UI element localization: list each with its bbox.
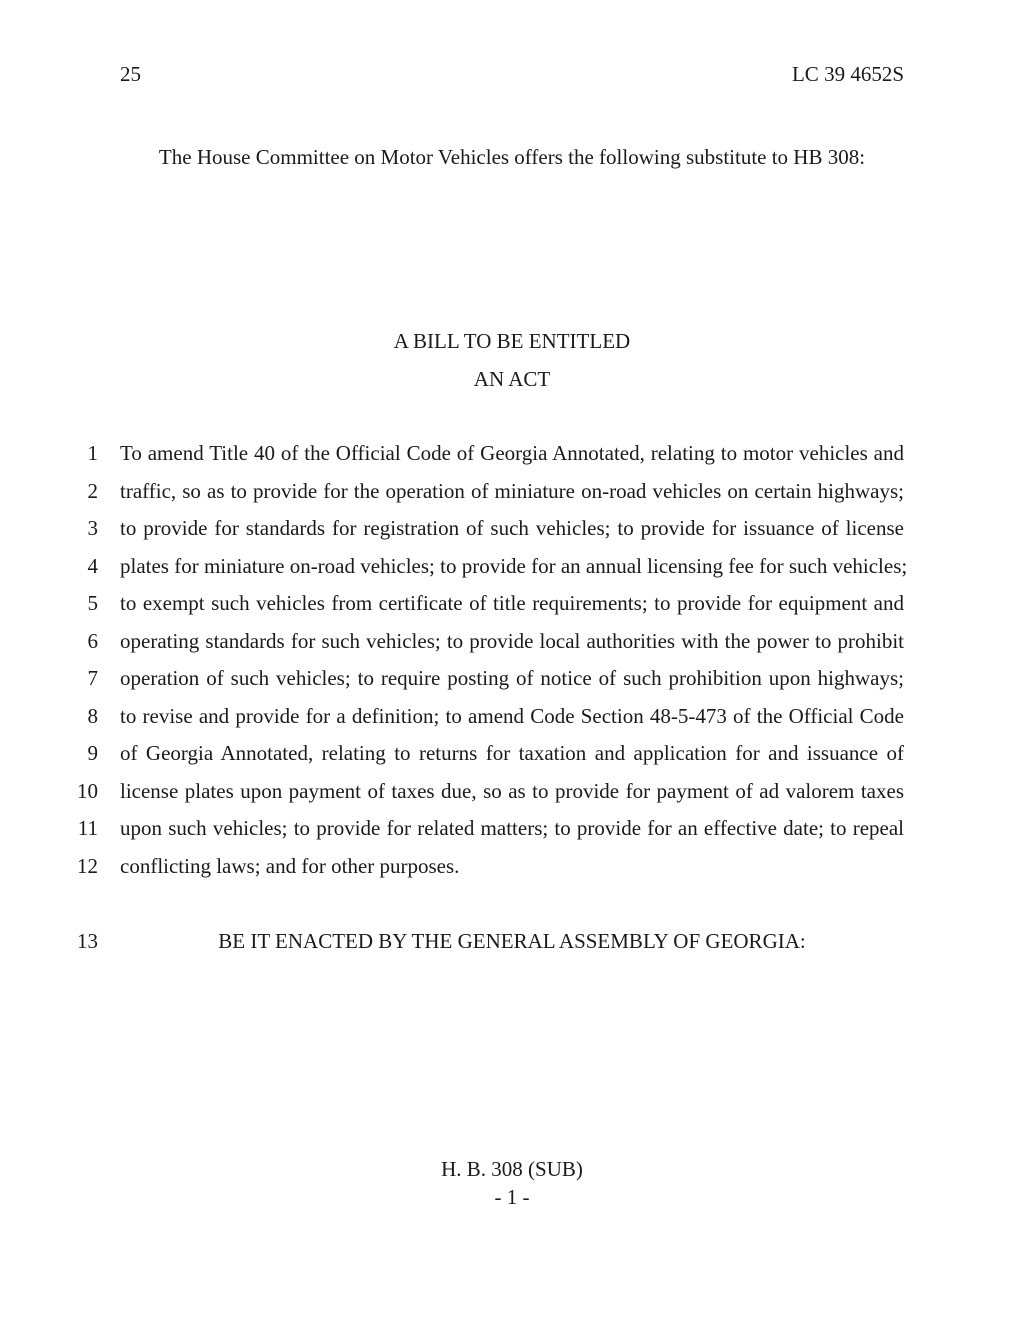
lc-code: LC 39 4652S [791,62,904,86]
line-text: of Georgia Annotated, relating to returns for taxation and application for and issuance of [120,741,904,765]
document-number: 25 [120,62,141,86]
line-number: 3 [87,516,98,540]
line-text: upon such vehicles; to provide for related matters; to provide for an effective date; to repeal [120,816,904,840]
line-number: 12 [77,854,98,878]
line-number: 2 [87,479,98,503]
line-text: conflicting laws; and for other purposes. [120,854,460,878]
line-number: 5 [87,591,98,615]
line-number: 13 [77,929,98,953]
bill-title: A BILL TO BE ENTITLED [393,329,631,353]
enacting-text: BE IT ENACTED BY THE GENERAL ASSEMBLY OF GEORGIA: [218,929,806,953]
line-text: operation of such vehicles; to require posting of notice of such prohibition upon highways; [120,666,904,690]
line-text: to exempt such vehicles from certificate of title requirements; to provide for equipment and [120,591,904,615]
line-text: to revise and provide for a definition; to amend Code Section 48-5-473 of the Official Code [120,704,904,728]
line-text: traffic, so as to provide for the operation of miniature on-road vehicles on certain highways; [120,479,904,503]
line-number: 10 [77,779,98,803]
line-number: 9 [87,741,98,765]
line-number: 11 [77,816,98,840]
line-number: 1 [87,441,98,465]
footer-bill-number: H. B. 308 (SUB) [441,1157,583,1181]
page-number: - 1 - [494,1185,530,1209]
line-number: 6 [87,629,98,653]
line-number: 4 [87,554,98,578]
act-title: AN ACT [473,367,551,391]
substitute-statement: The House Committee on Motor Vehicles offers the following substitute to HB 308: [158,145,866,169]
line-text: license plates upon payment of taxes due, so as to provide for payment of ad valorem taxes [120,779,904,803]
line-text: to provide for standards for registration of such vehicles; to provide for issuance of license [120,516,904,540]
line-text: operating standards for such vehicles; to provide local authorities with the power to prohibit [120,629,904,653]
line-number: 7 [87,666,98,690]
line-text: plates for miniature on-road vehicles; to provide for an annual licensing fee for such vehicles; [120,554,908,578]
line-number: 8 [87,704,98,728]
line-text: To amend Title 40 of the Official Code of Georgia Annotated, relating to motor vehicles and [120,441,904,465]
